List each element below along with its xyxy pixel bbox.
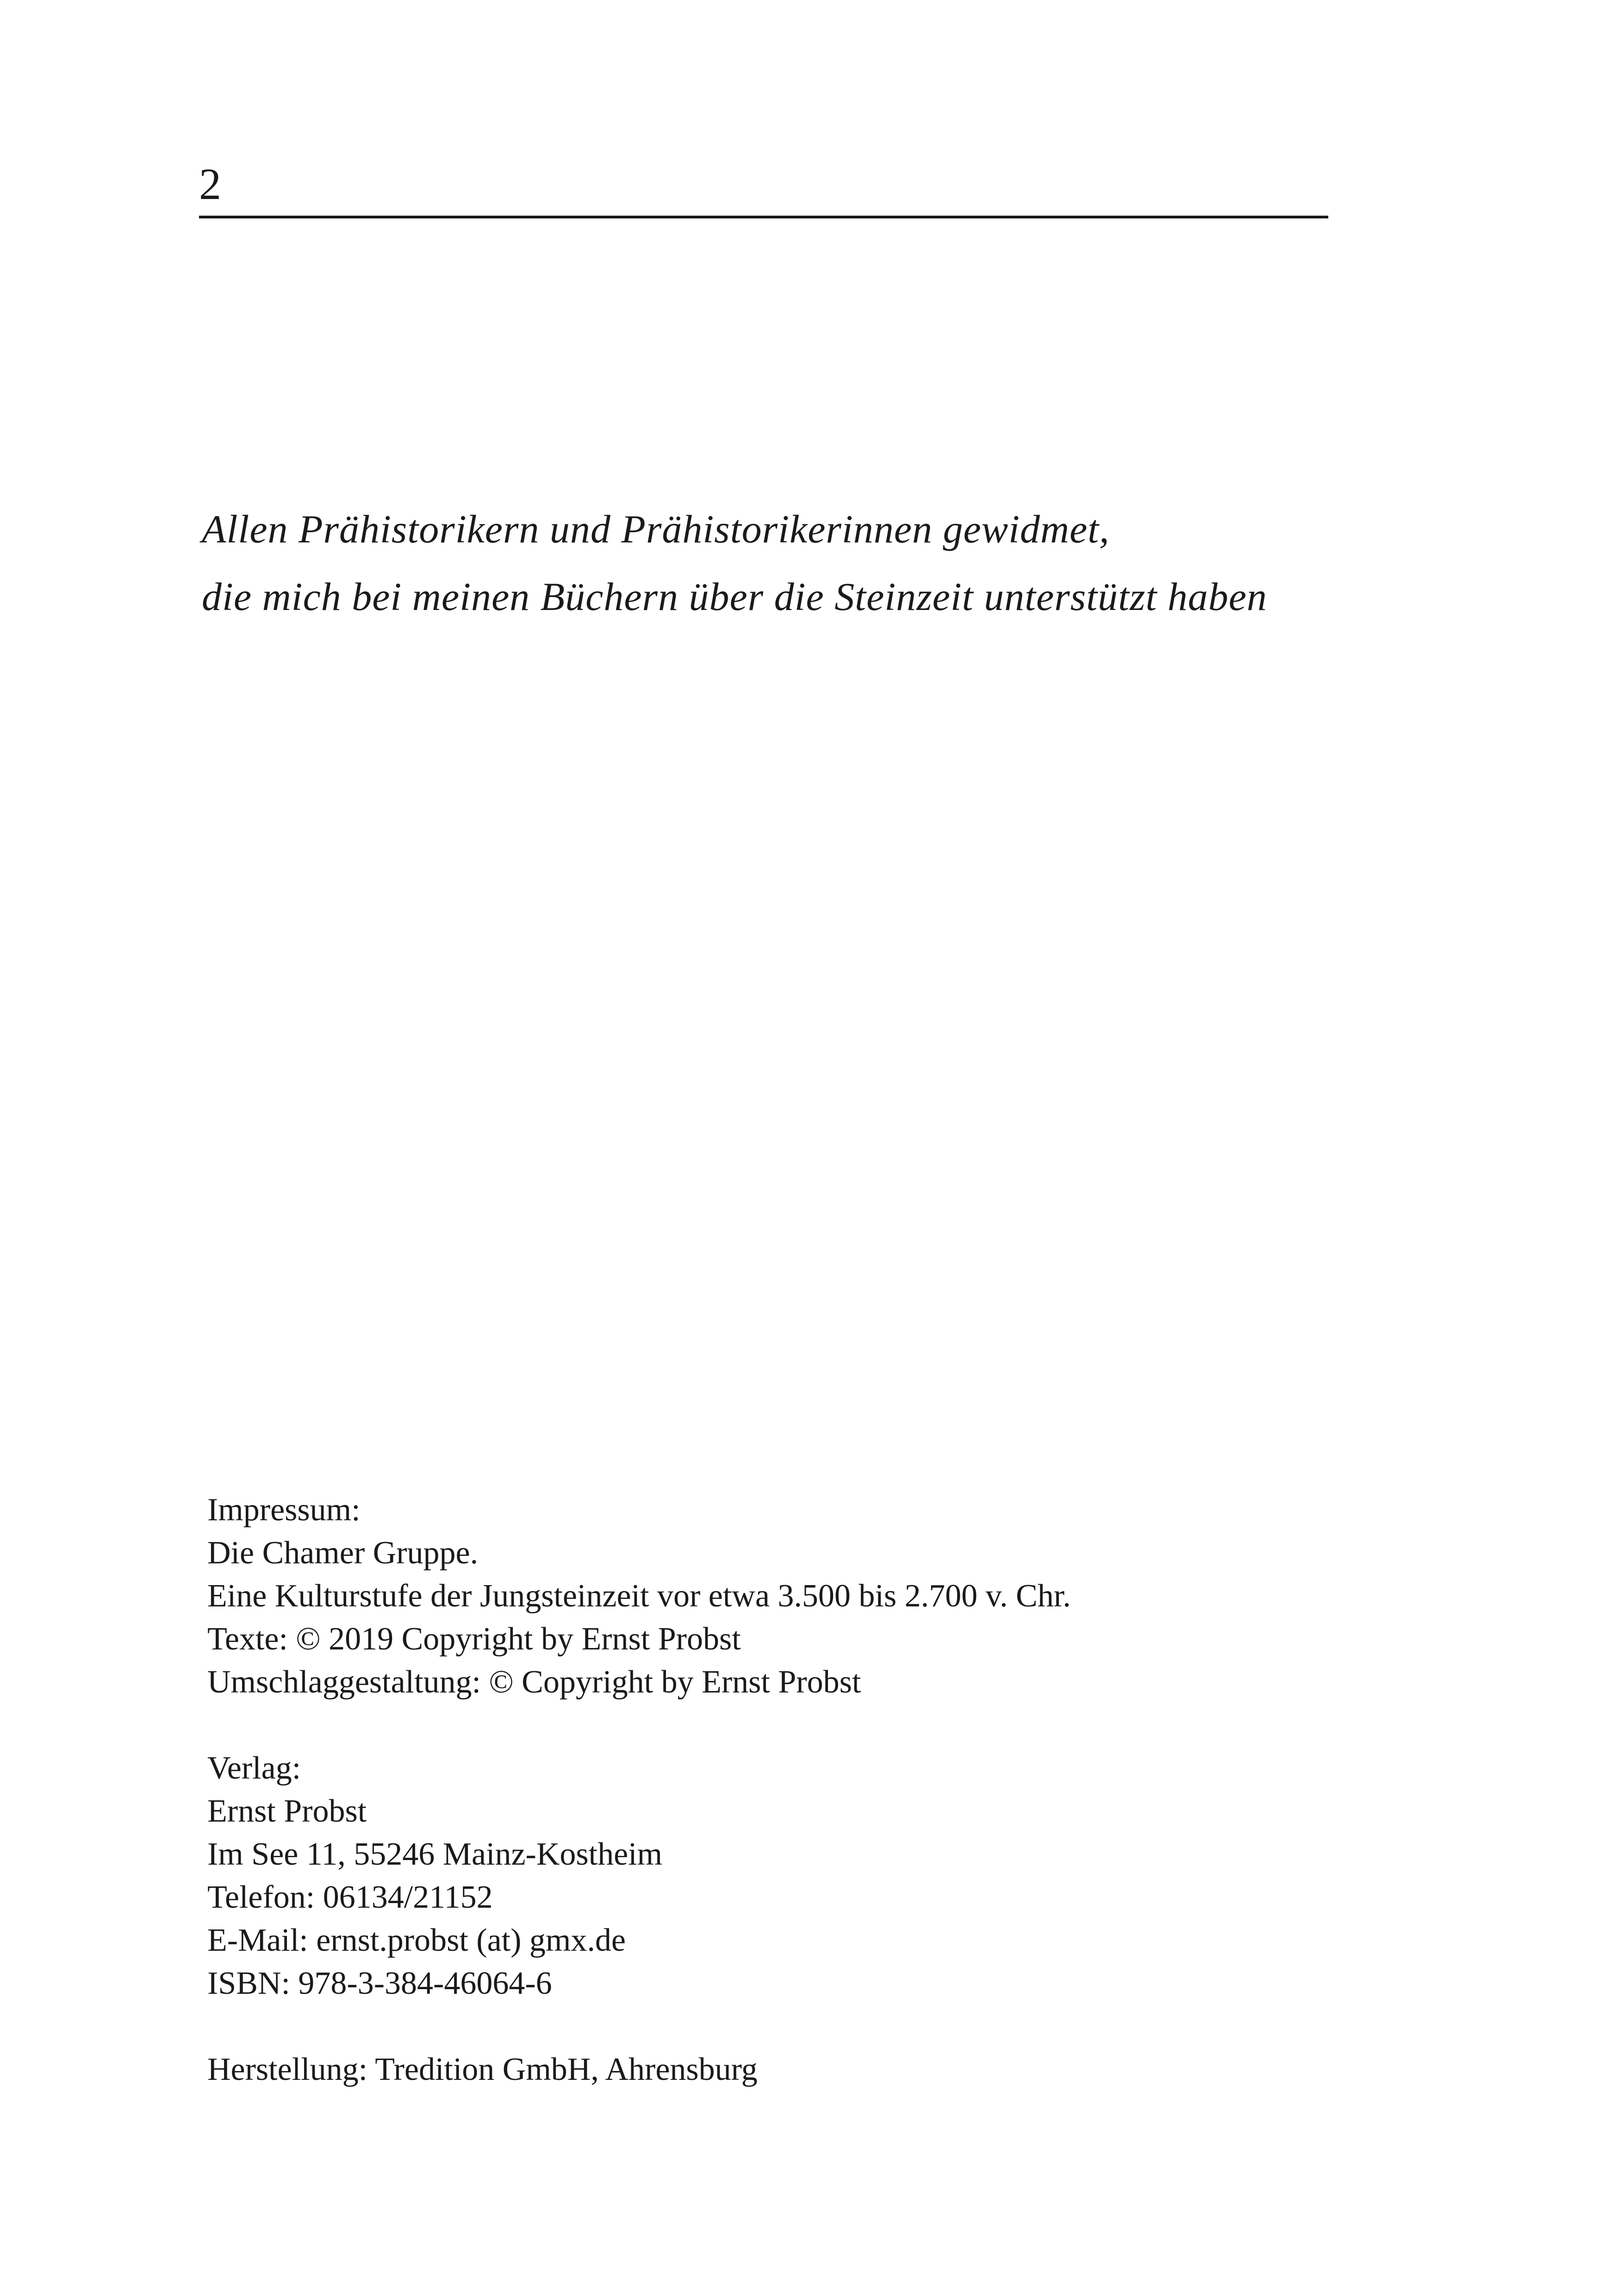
publisher-address: Im See 11, 55246 Mainz-Kostheim <box>207 1836 663 1872</box>
book-title: Die Chamer Gruppe. <box>207 1535 479 1571</box>
isbn: ISBN: 978-3-384-46064-6 <box>207 1966 552 2001</box>
herstellung: Herstellung: Tredition GmbH, Ahrensburg <box>207 2052 758 2087</box>
header-rule <box>199 216 1328 218</box>
imprint-block <box>207 1488 1364 2091</box>
book-subtitle: Eine Kulturstufe der Jungsteinzeit vor etwa 3.500 bis 2.700 v. Chr. <box>207 1578 1071 1614</box>
spacer <box>207 2005 1364 2048</box>
page-number: 2 <box>199 159 221 209</box>
dedication <box>202 495 1359 630</box>
texts-copyright: Texte: © 2019 Copyright by Ernst Probst <box>207 1621 741 1657</box>
dedication-line-1: Allen Prähistorikern und Prähistorikerinnen gewidmet, <box>202 507 1110 551</box>
cover-copyright: Umschlaggestaltung: © Copyright by Ernst Probst <box>207 1664 861 1700</box>
spacer <box>207 1704 1364 1747</box>
publisher-name: Ernst Probst <box>207 1793 367 1829</box>
impressum-heading: Impressum: <box>207 1492 361 1528</box>
publisher-phone: Telefon: 06134/21152 <box>207 1879 493 1915</box>
publisher-email: E-Mail: ernst.probst (at) gmx.de <box>207 1923 626 1958</box>
dedication-line-2: die mich bei meinen Büchern über die Steinzeit unterstützt haben <box>202 574 1267 619</box>
verlag-heading: Verlag: <box>207 1750 301 1786</box>
